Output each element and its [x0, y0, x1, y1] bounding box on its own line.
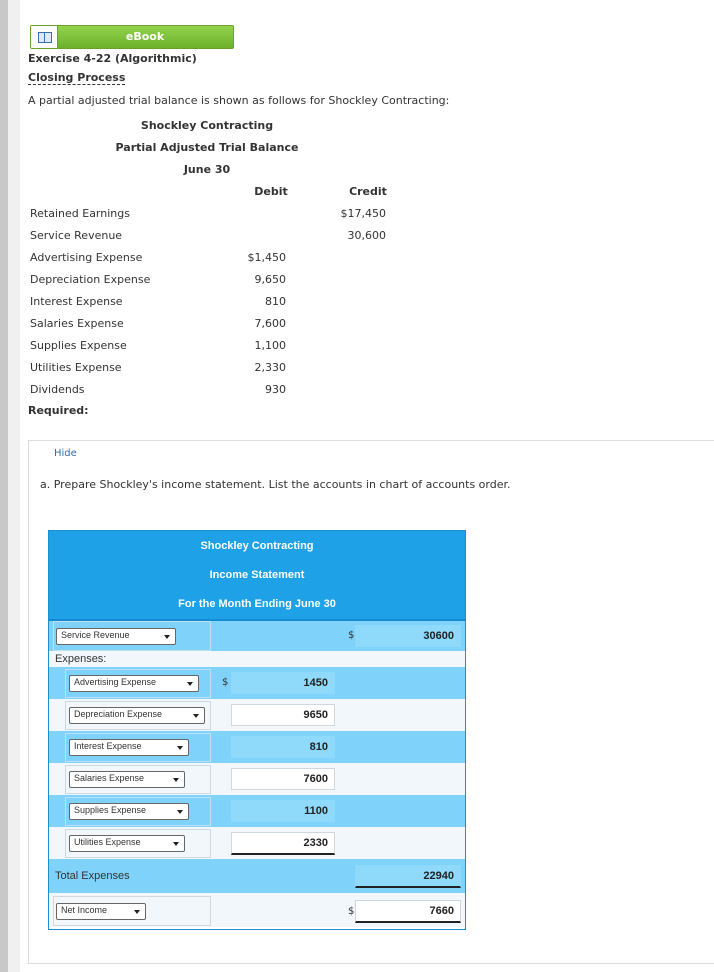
tb-row-label: Dividends: [30, 383, 85, 396]
expense-amount-value: 2330: [303, 837, 328, 849]
tb-credit-header: Credit: [349, 185, 387, 198]
revenue-currency: $: [348, 630, 355, 641]
expense-select[interactable]: [69, 707, 205, 724]
is-title: Income Statement: [209, 569, 305, 581]
chevron-down-icon: [177, 746, 183, 750]
expenses-label-row: [49, 651, 465, 667]
expense-row: [49, 699, 465, 731]
tb-row-label: Interest Expense: [30, 295, 123, 308]
expense-amount-input[interactable]: [231, 672, 335, 694]
exercise-title: Exercise 4-22 (Algorithmic): [28, 52, 197, 65]
net-income-value: 7660: [429, 905, 454, 917]
chevron-down-icon: [187, 682, 193, 686]
tb-title: Partial Adjusted Trial Balance: [115, 141, 299, 154]
expense-row: [49, 731, 465, 763]
chevron-down-icon: [173, 842, 179, 846]
expense-row: [49, 763, 465, 795]
expense-select-value: Advertising Expense: [74, 677, 157, 687]
chevron-down-icon: [173, 778, 179, 782]
total-expenses-input[interactable]: [355, 865, 461, 888]
ebook-button[interactable]: [30, 25, 234, 49]
tb-row-label: Retained Earnings: [30, 207, 130, 220]
tb-row-label: Supplies Expense: [30, 339, 127, 352]
expense-row: [49, 827, 465, 859]
tb-row-label: Salaries Expense: [30, 317, 124, 330]
total-expenses-label: Total Expenses: [55, 870, 130, 882]
expense-select[interactable]: [69, 835, 185, 852]
expense-select[interactable]: [69, 675, 199, 692]
revenue-select[interactable]: [56, 628, 176, 645]
tb-row-credit: $17,450: [340, 207, 386, 220]
net-income-select-value: Net Income: [61, 905, 108, 915]
tb-row-label: Advertising Expense: [30, 251, 143, 264]
tb-row-debit: 2,330: [254, 361, 286, 374]
expense-select-value: Depreciation Expense: [74, 709, 163, 719]
tb-debit-header: Debit: [254, 185, 288, 198]
expense-select[interactable]: [69, 739, 189, 756]
net-income-select[interactable]: [56, 903, 146, 920]
required-label: Required:: [28, 404, 89, 417]
chevron-down-icon: [134, 910, 140, 914]
expense-select-value: Salaries Expense: [74, 773, 145, 783]
tb-row-credit: 30,600: [347, 229, 386, 242]
tb-row-label: Utilities Expense: [30, 361, 122, 374]
revenue-amount-value: 30600: [423, 630, 454, 642]
tb-company: Shockley Contracting: [140, 119, 274, 132]
chevron-down-icon: [177, 810, 183, 814]
tb-row-debit: 930: [265, 383, 286, 396]
net-income-row: [49, 893, 465, 927]
revenue-select-value: Service Revenue: [61, 630, 130, 640]
expense-amount-input[interactable]: [231, 736, 335, 758]
is-company: Shockley Contracting: [200, 540, 314, 552]
chevron-down-icon: [164, 635, 170, 639]
expense-amount-value: 7600: [303, 773, 328, 785]
tb-row-label: Service Revenue: [30, 229, 123, 242]
page-left-gutter: [8, 0, 20, 972]
expense-amount-value: 810: [309, 741, 328, 753]
ebook-label: eBook: [125, 30, 165, 43]
expense-select-value: Utilities Expense: [74, 837, 141, 847]
hide-link[interactable]: Hide: [54, 448, 77, 459]
intro-text: A partial adjusted trial balance is shown as follows for Shockley Contracting:: [28, 94, 450, 107]
expense-select[interactable]: [69, 771, 185, 788]
expense-select[interactable]: [69, 803, 189, 820]
tb-row-debit: $1,450: [247, 251, 286, 264]
part-a-instructions: a. Prepare Shockley's income statement. List the accounts in chart of accounts order.: [40, 478, 511, 491]
book-icon: [31, 26, 58, 48]
revenue-row: [49, 621, 465, 651]
tb-row-debit: 7,600: [254, 317, 286, 330]
revenue-amount-input[interactable]: [355, 625, 461, 647]
tb-date: June 30: [183, 163, 231, 176]
total-expenses-value: 22940: [423, 870, 454, 882]
expense-amount-input[interactable]: [231, 768, 335, 790]
net-income-input[interactable]: [355, 900, 461, 923]
tb-row-debit: 1,100: [254, 339, 286, 352]
expense-amount-value: 1100: [304, 805, 328, 817]
expense-row: [49, 667, 465, 699]
tb-row-debit: 9,650: [254, 273, 286, 286]
expense-amount-input[interactable]: [231, 800, 335, 822]
chevron-down-icon: [193, 714, 199, 718]
expense-amount-input[interactable]: [231, 704, 335, 726]
is-period: For the Month Ending June 30: [178, 598, 336, 610]
expense-amount-input[interactable]: [231, 832, 335, 855]
income-statement: [48, 530, 466, 930]
tb-row-label: Depreciation Expense: [30, 273, 151, 286]
income-statement-header: [49, 531, 465, 621]
expenses-label: Expenses:: [55, 653, 107, 665]
expense-currency: $: [222, 677, 229, 688]
page-left-border: [0, 0, 8, 972]
expense-amount-value: 9650: [303, 709, 328, 721]
expense-amount-value: 1450: [303, 677, 328, 689]
net-income-currency: $: [348, 906, 355, 917]
total-expenses-row: [49, 859, 465, 893]
expense-select-value: Interest Expense: [74, 741, 142, 751]
exercise-subtitle: Closing Process: [28, 71, 126, 84]
expense-select-value: Supplies Expense: [74, 805, 147, 815]
tb-row-debit: 810: [265, 295, 286, 308]
expense-row: [49, 795, 465, 827]
